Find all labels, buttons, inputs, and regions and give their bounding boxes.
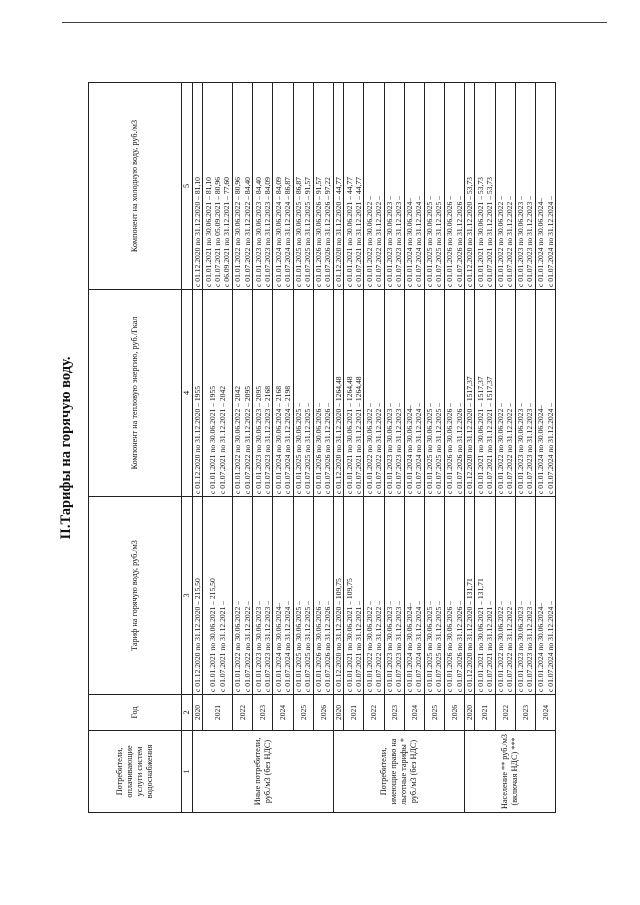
header-consumers: Потребители, оплачивающие услуги систем водоснабжения: [89, 731, 182, 813]
tariff-cell: [203, 497, 233, 695]
heat-cell: [384, 290, 404, 497]
table-row: [273, 83, 293, 813]
tariff-period-line: с 01.07.2025 по 31.12.2025 –: [303, 601, 313, 692]
consumer-category: Население ** руб./м3 (включая НДС) ***: [465, 731, 556, 813]
cold-period-line: с 01.07.2022 по 31.12.2022 – 84,40: [242, 177, 252, 287]
year-cell: 2023: [253, 695, 273, 731]
year-cell: 2022: [495, 695, 515, 731]
consumer-category: Потребители, имеющие право на льготные тарифы * руб./м3 (без НДС): [333, 731, 464, 813]
tariff-cell: [193, 497, 203, 695]
heat-cell: [404, 290, 424, 497]
heat-cell: [293, 290, 313, 497]
table-row: [465, 83, 475, 813]
cold-period-line: с 01.01.2024 по 30.06.2024–: [405, 197, 415, 287]
cold-period-line: с 01.07.2023 по 31.12.2023 – 84,09: [262, 177, 272, 287]
heat-period-line: с 01.01.2024 по 30.06.2024–: [536, 404, 546, 494]
tariff-period-line: с 01.01.2023 по 30.06.2023 –: [253, 601, 263, 692]
table-row: [344, 83, 364, 813]
table-row: [424, 83, 444, 813]
tariff-period-line: с 01.01.2021 по 30.06.2021 – 131,71: [475, 578, 485, 692]
heat-cell: [465, 290, 475, 497]
cold-cell: [404, 83, 424, 290]
heat-cell: [344, 290, 364, 497]
cold-cell: [475, 83, 495, 290]
heat-period-line: с 01.01.2024 по 30.06.2024 – 2168: [273, 385, 283, 494]
rotated-page-content: [58, 83, 578, 813]
cold-cell: [313, 83, 333, 290]
cold-period-line: с 01.07.2022 по 31.12.2022 –: [373, 196, 383, 287]
heat-cell: [273, 290, 293, 497]
tariff-cell: [293, 497, 313, 695]
tariff-period-line: с 01.07.2021 по 31.12.2021 –: [353, 601, 363, 692]
tariff-cell: [424, 497, 444, 695]
cold-cell: [465, 83, 475, 290]
table-row: [313, 83, 333, 813]
cold-period-line: с 01.01.2023 по 30.06.2023 –: [384, 196, 394, 287]
tariff-period-line: с 01.07.2024 по 31.12.2024 –: [414, 601, 424, 692]
year-cell: 2022: [364, 695, 384, 731]
tariff-period-line: с 01.01.2021 по 30.06.2021 – 215,50: [208, 578, 218, 692]
tariff-cell: [495, 497, 515, 695]
cold-period-line: с 01.12.2020 по 31.12.2020 – 44,77: [333, 177, 343, 287]
column-number: 4: [182, 290, 193, 497]
heat-period-line: с 01.12.2020 по 31.12.2020 – 1264,48: [333, 376, 343, 494]
heat-period-line: с 01.07.2022 по 31.12.2022 – 2095: [242, 385, 252, 494]
tariff-period-line: с 01.01.2025 по 30.06.2025 –: [425, 601, 435, 692]
tariff-period-line: с 01.01.2022 по 30.06.2022 –: [496, 601, 506, 692]
year-cell: 2023: [384, 695, 404, 731]
year-cell: 2026: [313, 695, 333, 731]
cold-period-line: с 01.07.2021 по 05.09.2021 – 80,96: [213, 177, 222, 287]
tariff-period-line: с 01.01.2022 по 30.06.2022 –: [364, 601, 374, 692]
table-row: [193, 83, 203, 813]
cold-period-line: с 01.07.2022 по 31.12.2022 –: [505, 196, 515, 287]
table-row: [364, 83, 384, 813]
year-cell: 2023: [515, 695, 535, 731]
tariff-cell: [253, 497, 273, 695]
heat-period-line: с 01.01.2025 по 30.06.2025 –: [293, 403, 303, 494]
cold-period-line: с 01.01.2025 по 30.06.2025 –: [425, 196, 435, 287]
tariff-period-line: с 01.07.2025 по 31.12.2025 –: [434, 601, 444, 692]
heat-period-line: с 01.07.2024 по 31.12.2024 – 2198: [282, 385, 292, 494]
cold-period-line: с 01.01.2024 по 30.06.2024 – 84,09: [273, 177, 283, 287]
heat-cell: [333, 290, 343, 497]
table-row: [384, 83, 404, 813]
table-header-row: [89, 83, 182, 813]
cold-period-line: с 01.01.2022 по 30.06.2022 – 80,96: [233, 177, 243, 287]
column-number: 3: [182, 497, 193, 695]
tariff-period-line: с 01.01.2022 по 30.06.2022 –: [233, 601, 243, 692]
cold-period-line: с 01.07.2024 по 31.12.2024 – 86,87: [282, 177, 292, 287]
heat-period-line: с 01.07.2024 по 31.12.2024 –: [414, 403, 424, 494]
table-row: [404, 83, 424, 813]
tariff-cell: [273, 497, 293, 695]
heat-period-line: с 01.07.2021 по 31.12.2021 – 2042: [217, 385, 227, 494]
heat-period-line: с 01.01.2026 по 30.06.2026 –: [314, 403, 324, 494]
cold-cell: [384, 83, 404, 290]
heat-period-line: с 01.01.2026 по 30.06.2026 –: [445, 403, 455, 494]
header-heat-component: Компонент на тепловую энергию, руб./Гкал: [89, 290, 182, 497]
cold-period-line: с 01.07.2023 по 31.12.2023 –: [394, 196, 404, 287]
heat-period-line: с 01.12.2020 по 31.12.2020 – 1517,37: [465, 376, 475, 494]
year-cell: 2025: [293, 695, 313, 731]
cold-period-line: с 01.01.2026 по 30.06.2026 –: [445, 196, 455, 287]
heat-period-line: с 01.01.2021 по 30.06.2021 – 1955: [208, 385, 218, 494]
heat-period-line: с 01.07.2024 по 31.12.2024 –: [545, 403, 555, 494]
table-row: [536, 83, 556, 813]
cold-period-line: с 01.12.2020 по 31.12.2020 – 81,10: [193, 177, 202, 287]
heat-period-line: с 01.07.2021 по 31.12.2021 – 1517,37: [485, 376, 495, 494]
heat-period-line: с 01.07.2022 по 31.12.2022 –: [505, 403, 515, 494]
header-tariff: Тариф на горячую воду, руб./м3: [89, 497, 182, 695]
tariff-period-line: с 01.07.2021 по 31.12.2021 –: [217, 601, 227, 692]
header-year: Год: [89, 695, 182, 731]
cold-cell: [536, 83, 556, 290]
cold-period-line: с 01.01.2021 по 30.06.2021 – 81,10: [203, 177, 213, 287]
heat-period-line: с 01.01.2021 по 30.06.2021 – 1517,37: [475, 376, 485, 494]
table-row: [333, 83, 343, 813]
heat-cell: [233, 290, 253, 497]
heat-period-line: с 01.01.2022 по 30.06.2022 –: [496, 403, 506, 494]
table-body: [193, 83, 556, 813]
tariff-period-line: с 01.07.2024 по 31.12.2024 –: [282, 601, 292, 692]
cold-cell: [495, 83, 515, 290]
cold-period-line: с 01.01.2023 по 30.06.2023 – 84,40: [253, 177, 263, 287]
tariff-cell: [233, 497, 253, 695]
heat-cell: [495, 290, 515, 497]
table-row: [293, 83, 313, 813]
tariff-period-line: с 01.07.2026 по 31.12.2026 –: [454, 601, 464, 692]
heat-cell: [193, 290, 203, 497]
table-row: [495, 83, 515, 813]
cold-cell: [273, 83, 293, 290]
tariff-period-line: с 01.12.2020 по 31.12.2020 – 109,75: [333, 578, 343, 692]
heat-period-line: с 01.07.2026 по 31.12.2026 –: [454, 403, 464, 494]
table-row: [475, 83, 495, 813]
year-cell: 2020: [465, 695, 475, 731]
cold-cell: [253, 83, 273, 290]
cold-period-line: с 01.07.2024 по 31.12.2024 –: [545, 196, 555, 287]
tariff-cell: [384, 497, 404, 695]
heat-period-line: с 01.12.2020 по 31.12.2020 – 1955: [193, 385, 202, 494]
tariff-period-line: с 01.01.2025 по 30.06.2025 –: [293, 601, 303, 692]
year-cell: 2022: [233, 695, 253, 731]
tariff-period-line: с 01.07.2023 по 31.12.2023 –: [525, 601, 535, 692]
tariff-cell: [445, 497, 465, 695]
cold-period-line: с 01.01.2024 по 30.06.2024–: [536, 197, 546, 287]
cold-cell: [364, 83, 384, 290]
column-number: 1: [182, 731, 193, 813]
consumer-category: Иные потребители, руб./м3 (без НДС): [193, 731, 334, 813]
heat-cell: [253, 290, 273, 497]
heat-period-line: с 01.01.2023 по 30.06.2023 – 2095: [253, 385, 263, 494]
year-cell: 2024: [404, 695, 424, 731]
tariff-period-line: с 01.12.2020 по 31.12.2020 – 215,50: [193, 578, 202, 692]
tariff-period-line: с 01.01.2021 по 30.06.2021 – 109,75: [344, 578, 354, 692]
tariff-period-line: с 01.07.2021 по 31.12.2021 –: [485, 601, 495, 692]
heat-period-line: с 01.07.2023 по 31.12.2023 –: [394, 403, 404, 494]
tariff-period-line: с 01.07.2022 по 31.12.2022 –: [373, 601, 383, 692]
tariff-period-line: с 01.07.2022 по 31.12.2022 –: [242, 601, 252, 692]
column-number: 5: [182, 83, 193, 290]
tariff-cell: [404, 497, 424, 695]
heat-period-line: с 01.01.2022 по 30.06.2022 – 2042: [233, 385, 243, 494]
cold-period-line: с 01.01.2022 по 30.06.2022 –: [496, 196, 506, 287]
cold-cell: [203, 83, 233, 290]
cold-period-line: с 01.07.2021 по 31.12.2021 – 44,77: [353, 177, 363, 287]
cold-period-line: с 01.07.2025 по 31.12.2025 –: [434, 196, 444, 287]
tariff-period-line: с 01.12.2020 по 31.12.2020 – 131,71: [465, 578, 475, 692]
year-cell: 2026: [445, 695, 465, 731]
tariff-period-line: с 01.01.2026 по 30.06.2026 –: [314, 601, 324, 692]
hot-water-tariff-table: [88, 82, 556, 813]
tariff-period-line: с 01.01.2024 по 30.06.2024–: [273, 602, 283, 692]
tariff-period-line: с 01.01.2024 по 30.06.2024–: [405, 602, 415, 692]
heat-period-line: с 01.07.2022 по 31.12.2022 –: [373, 403, 383, 494]
cold-period-line: с 01.07.2025 по 31.12.2025 – 91,57: [303, 177, 313, 287]
cold-cell: [424, 83, 444, 290]
heat-period-line: с 01.07.2021 по 31.12.2021 – 1264,48: [353, 376, 363, 494]
year-cell: 2021: [475, 695, 495, 731]
heat-period-line: с 01.07.2025 по 31.12.2025 –: [303, 403, 313, 494]
cold-period-line: с 01.01.2026 по 30.06.2026 – 91,57: [314, 177, 324, 287]
cold-period-line: с 01.01.2025 по 30.06.2025 – 86,87: [293, 177, 303, 287]
tariff-period-line: с 01.01.2024 по 30.06.2024–: [536, 602, 546, 692]
cold-period-line: с 01.12.2020 по 31.12.2020 – 53,73: [465, 177, 475, 287]
cold-period-line: с 01.01.2023 по 30.06.2023 –: [516, 196, 526, 287]
tariff-cell: [364, 497, 384, 695]
tariff-cell: [465, 497, 475, 695]
tariff-cell: [536, 497, 556, 695]
tariff-period-line: с 01.07.2023 по 31.12.2023 –: [262, 601, 272, 692]
tariff-cell: [475, 497, 495, 695]
year-cell: 2020: [333, 695, 343, 731]
cold-cell: [293, 83, 313, 290]
table-row: [203, 83, 233, 813]
tariff-period-line: с 01.07.2023 по 31.12.2023 –: [394, 601, 404, 692]
tariff-cell: [313, 497, 333, 695]
cold-period-line: с 01.01.2022 по 30.06.2022 –: [364, 196, 374, 287]
heat-period-line: с 01.07.2023 по 31.12.2023 –: [525, 403, 535, 494]
year-cell: 2021: [203, 695, 233, 731]
page-title: II.Тарифы на горячую воду.: [58, 356, 74, 540]
heat-period-line: с 01.01.2023 по 30.06.2023 –: [516, 403, 526, 494]
cold-period-line: с 06.09.2021 по 31.12.2021 – 77,60: [222, 177, 232, 287]
heat-period-line: с 01.01.2021 по 30.06.2021 – 1264,48: [344, 376, 354, 494]
tariff-period-line: с 01.01.2026 по 30.06.2026 –: [445, 601, 455, 692]
cold-period-line: с 01.07.2021 по 31.12.2021 – 53,73: [485, 177, 495, 287]
cold-cell: [233, 83, 253, 290]
heat-period-line: с 01.01.2025 по 30.06.2025 –: [425, 403, 435, 494]
cold-cell: [333, 83, 343, 290]
cold-period-line: с 01.07.2024 по 31.12.2024 –: [414, 196, 424, 287]
header-cold-component: Компонент на холодную воду, руб./м3: [89, 83, 182, 290]
tariff-period-line: с 01.07.2026 по 31.12.2026 –: [323, 601, 333, 692]
cold-cell: [193, 83, 203, 290]
heat-period-line: с 01.07.2026 по 31.12.2026 –: [323, 403, 333, 494]
year-cell: 2024: [536, 695, 556, 731]
heat-period-line: с 01.01.2023 по 30.06.2023 –: [384, 403, 394, 494]
tariff-period-line: с 01.07.2022 по 31.12.2022 –: [505, 601, 515, 692]
table-row: [445, 83, 465, 813]
table-row: [515, 83, 535, 813]
tariff-period-line: с 01.01.2023 по 30.06.2023 –: [516, 601, 526, 692]
table-row: [233, 83, 253, 813]
tariff-period-line: с 01.07.2024 по 31.12.2024 –: [545, 601, 555, 692]
page-top-rule: [62, 22, 607, 23]
cold-cell: [515, 83, 535, 290]
cold-period-line: с 01.01.2021 по 30.06.2021 – 44,77: [344, 177, 354, 287]
heat-cell: [424, 290, 444, 497]
year-cell: 2020: [193, 695, 203, 731]
table-row: [253, 83, 273, 813]
cold-period-line: с 01.01.2021 по 30.06.2021 – 53,73: [475, 177, 485, 287]
cold-cell: [344, 83, 364, 290]
heat-period-line: с 01.07.2023 по 31.12.2023 – 2168: [262, 385, 272, 494]
column-number-row: [182, 83, 193, 813]
heat-cell: [313, 290, 333, 497]
heat-period-line: с 01.07.2025 по 31.12.2025 –: [434, 403, 444, 494]
heat-cell: [203, 290, 233, 497]
column-number: 2: [182, 695, 193, 731]
cold-period-line: с 01.07.2023 по 31.12.2023 –: [525, 196, 535, 287]
heat-cell: [475, 290, 495, 497]
heat-cell: [515, 290, 535, 497]
cold-cell: [445, 83, 465, 290]
cold-period-line: с 01.07.2026 по 31.12.2026 –: [454, 196, 464, 287]
heat-cell: [364, 290, 384, 497]
heat-cell: [536, 290, 556, 497]
year-cell: 2024: [273, 695, 293, 731]
heat-period-line: с 01.01.2022 по 30.06.2022 –: [364, 403, 374, 494]
heat-period-line: с 01.01.2024 по 30.06.2024–: [405, 404, 415, 494]
tariff-cell: [333, 497, 343, 695]
year-cell: 2021: [344, 695, 364, 731]
heat-cell: [445, 290, 465, 497]
tariff-cell: [515, 497, 535, 695]
year-cell: 2025: [424, 695, 444, 731]
tariff-cell: [344, 497, 364, 695]
tariff-period-line: с 01.01.2023 по 30.06.2023 –: [384, 601, 394, 692]
cold-period-line: с 01.07.2026 по 31.12.2026 – 97,22: [323, 177, 333, 287]
